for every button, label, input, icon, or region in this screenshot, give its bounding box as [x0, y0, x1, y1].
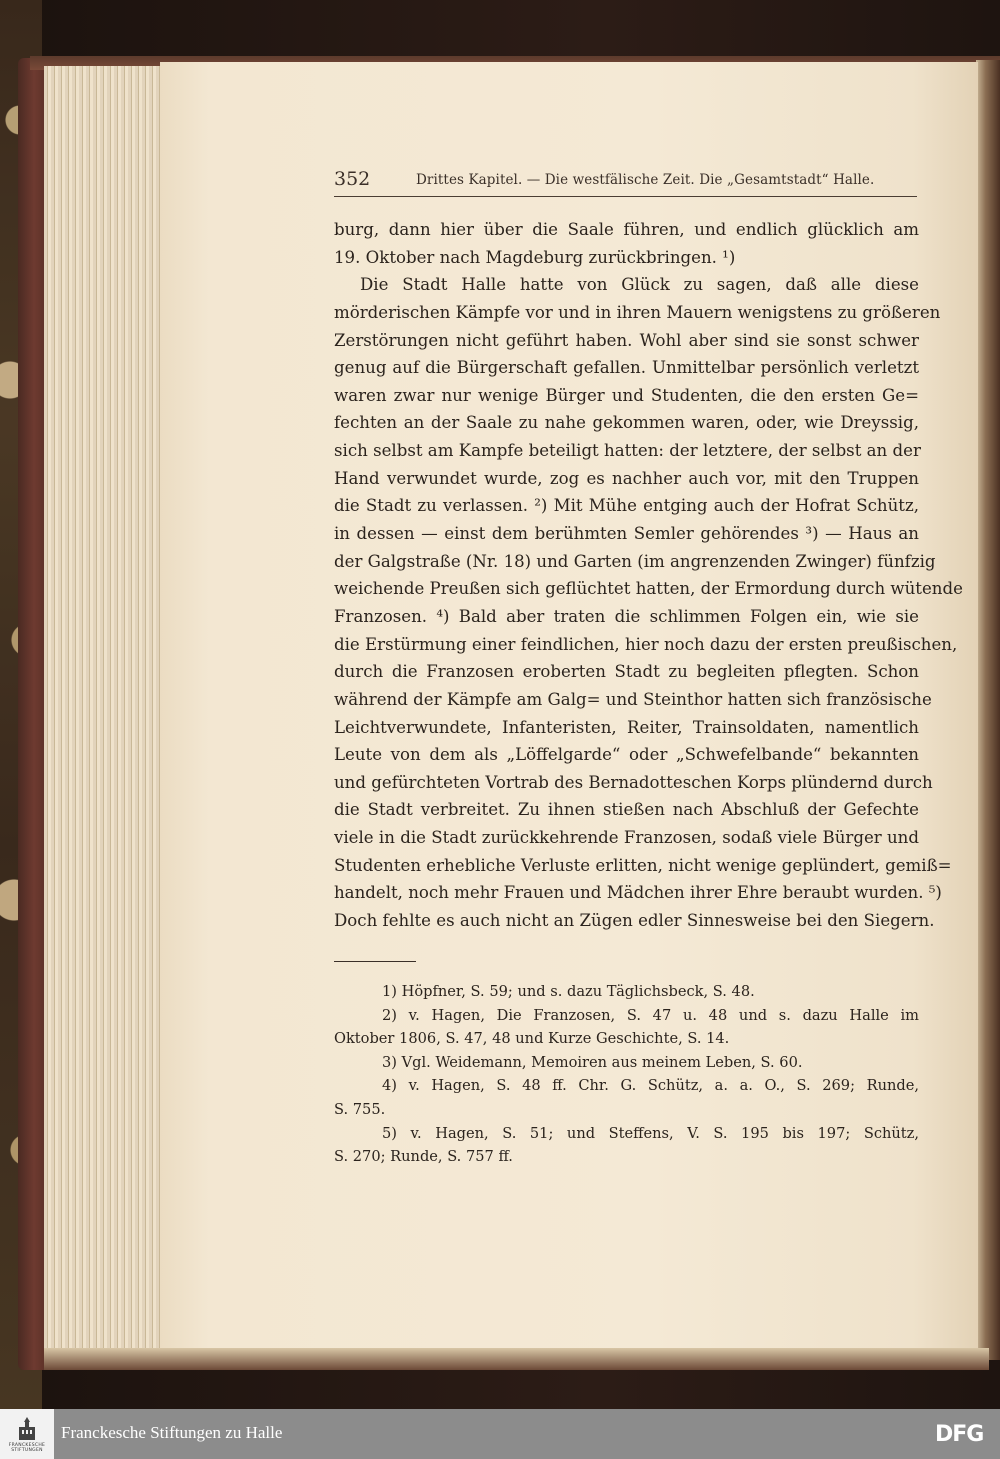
- body-line: und gefürchteten Vortrab des Bernadotteschen Korps plündernd durch: [334, 772, 933, 792]
- body-line: Zerstörungen nicht geführt haben. Wohl aber sind sie sonst schwer: [334, 330, 919, 350]
- body-line: durch die Franzosen eroberten Stadt zu begleiten pflegten. Schon: [334, 662, 919, 682]
- institution-name[interactable]: Franckesche Stiftungen zu Halle: [61, 1423, 283, 1442]
- page-stack: [44, 66, 163, 1350]
- body-line: die Stadt verbreitet. Zu ihnen stießen nach Abschluß der Gefechte: [334, 800, 919, 820]
- body-line: Leichtverwundete, Infanteristen, Reiter, Trainsoldaten, namentlich: [334, 717, 919, 737]
- body-line: fechten an der Saale zu nahe gekommen waren, oder, wie Dreyssig,: [334, 413, 919, 433]
- body-line: handelt, noch mehr Frauen und Mädchen ihrer Ehre beraubt wurden. ⁵): [334, 883, 942, 903]
- page-header: [334, 166, 917, 197]
- footnote-line: 5) v. Hagen, S. 51; und Steffens, V. S. 195 bis 197; Schütz,: [382, 1124, 919, 1142]
- building-icon: [17, 1417, 37, 1441]
- footnote-line: S. 270; Runde, S. 757 ff.: [334, 1148, 513, 1166]
- body-line: viele in die Stadt zurückkehrende Franzosen, sodaß viele Bürger und: [334, 828, 919, 848]
- body-line: der Galgstraße (Nr. 18) und Garten (im angrenzenden Zwinger) fünfzig: [334, 551, 936, 571]
- body-line: Franzosen. ⁴) Bald aber traten die schlimmen Folgen ein, wie sie: [334, 606, 919, 626]
- body-line: sich selbst am Kampfe beteiligt hatten: der letztere, der selbst an der: [334, 441, 921, 461]
- body-line: Leute von dem als „Löffelgarde“ oder „Schwefelbande“ bekannten: [334, 745, 919, 765]
- footer-bar: [0, 1409, 1000, 1459]
- footnote-line: 3) Vgl. Weidemann, Memoiren aus meinem Leben, S. 60.: [382, 1053, 803, 1071]
- running-head: Drittes Kapitel. — Die westfälische Zeit. Die „Gesamtstadt“ Halle.: [416, 172, 875, 188]
- footnote-line: S. 755.: [334, 1100, 386, 1118]
- logo-text: FRANCKESCHE STIFTUNGEN: [8, 1443, 46, 1453]
- body-line: die Stadt zu verlassen. ²) Mit Mühe entging auch der Hofrat Schütz,: [334, 496, 919, 516]
- footnote-line: 2) v. Hagen, Die Franzosen, S. 47 u. 48 und s. dazu Halle im: [382, 1006, 919, 1024]
- body-line: Die Stadt Halle hatte von Glück zu sagen, daß alle diese: [360, 275, 919, 295]
- body-line: Studenten erhebliche Verluste erlitten, nicht wenige geplündert, gemiß=: [334, 855, 952, 875]
- body-text: [334, 216, 963, 935]
- footnotes: [334, 980, 919, 1169]
- body-line: Doch fehlte es auch nicht an Zügen edler Sinnesweise bei den Siegern.: [334, 911, 935, 931]
- body-line: die Erstürmung einer feindlichen, hier noch dazu der ersten preußischen,: [334, 634, 958, 654]
- body-line: 19. Oktober nach Magdeburg zurückbringen. ¹): [334, 247, 736, 267]
- francke-logo[interactable]: [0, 1409, 54, 1459]
- footnote-rule: [334, 961, 416, 962]
- body-line: genug auf die Bürgerschaft gefallen. Unmittelbar persönlich verletzt: [334, 358, 919, 378]
- footnote-line: 1) Höpfner, S. 59; und s. dazu Täglichsbeck, S. 48.: [382, 983, 755, 1000]
- body-line: Hand verwundet wurde, zog es nachher auch vor, mit den Truppen: [334, 468, 919, 488]
- body-line: waren zwar nur wenige Bürger und Studenten, die den ersten Ge=: [334, 385, 919, 405]
- page-number: 352: [334, 168, 371, 190]
- dfg-logo[interactable]: DFG: [935, 1422, 984, 1447]
- body-line: burg, dann hier über die Saale führen, und endlich glücklich am: [334, 220, 919, 239]
- footnote-line: Oktober 1806, S. 47, 48 und Kurze Geschichte, S. 14.: [334, 1030, 730, 1048]
- book-bottom-edge: [44, 1348, 989, 1370]
- body-line: während der Kämpfe am Galg= und Steinthor hatten sich französische: [334, 689, 932, 709]
- body-line: in dessen — einst dem berühmten Semler gehörendes ³) — Haus an: [334, 524, 919, 544]
- body-line: weichende Preußen sich geflüchtet hatten, der Ermordung durch wütende: [334, 579, 963, 599]
- body-line: mörderischen Kämpfe vor und in ihren Mauern wenigstens zu größeren: [334, 302, 941, 322]
- book-right-edge: [976, 60, 1000, 1360]
- footnote-line: 4) v. Hagen, S. 48 ff. Chr. G. Schütz, a. a. O., S. 269; Runde,: [382, 1077, 919, 1095]
